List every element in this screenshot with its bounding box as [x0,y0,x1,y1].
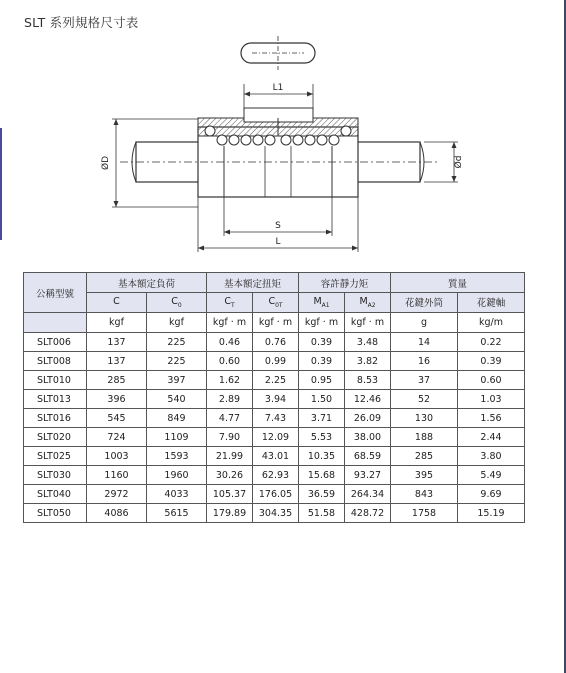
table-cell: 51.58 [299,504,345,523]
header-symbol: 花鍵外筒 [391,293,458,313]
table-cell: 2.89 [207,390,253,409]
table-cell: 285 [87,371,147,390]
table-cell: 304.35 [253,504,299,523]
table-cell: 3.94 [253,390,299,409]
table-cell: 428.72 [345,504,391,523]
table-cell: 397 [147,371,207,390]
header-symbol-row [24,293,525,313]
unit-cell: kgf · m [299,313,345,333]
table-cell: 130 [391,409,458,428]
table-cell: 21.99 [207,447,253,466]
table-cell: 4086 [87,504,147,523]
table-cell: 176.05 [253,485,299,504]
header-group-mass: 質量 [391,273,525,293]
table-cell: 26.09 [345,409,391,428]
table-cell: 0.39 [299,333,345,352]
table-cell: 14 [391,333,458,352]
table-cell: 36.59 [299,485,345,504]
table-cell: 2.25 [253,371,299,390]
model-cell: SLT016 [24,409,87,428]
unit-cell: kgf · m [253,313,299,333]
table-cell: 0.60 [458,371,525,390]
unit-cell: g [391,313,458,333]
table-cell: 0.60 [207,352,253,371]
table-cell: 137 [87,333,147,352]
table-row [24,390,525,409]
table-cell: 1.03 [458,390,525,409]
unit-cell: kgf · m [207,313,253,333]
spec-table [23,272,525,523]
table-cell: 8.53 [345,371,391,390]
header-symbol: $M_{A1}$ [299,293,345,313]
table-cell: 188 [391,428,458,447]
model-cell: SLT025 [24,447,87,466]
table-cell: 225 [147,333,207,352]
table-cell: 843 [391,485,458,504]
table-row [24,447,525,466]
table-cell: 2.44 [458,428,525,447]
model-cell: SLT050 [24,504,87,523]
table-cell: 10.35 [299,447,345,466]
table-row [24,371,525,390]
header-group-torque: 基本額定扭矩 [207,273,299,293]
table-cell: 5.49 [458,466,525,485]
header-symbol: $C_T$ [207,293,253,313]
table-cell: 395 [391,466,458,485]
table-cell: 15.19 [458,504,525,523]
table-cell: 225 [147,352,207,371]
table-row [24,466,525,485]
table-cell: 4033 [147,485,207,504]
table-row [24,428,525,447]
table-cell: 62.93 [253,466,299,485]
header-symbol: C [87,293,147,313]
label-big-d: ØD [101,155,111,171]
table-cell: 540 [147,390,207,409]
table-cell: 724 [87,428,147,447]
model-cell: SLT010 [24,371,87,390]
table-cell: 3.71 [299,409,345,428]
table-cell: 179.89 [207,504,253,523]
table-cell: 15.68 [299,466,345,485]
unit-cell: kgf · m [345,313,391,333]
table-cell: 43.01 [253,447,299,466]
table-cell: 0.76 [253,333,299,352]
table-cell: 3.82 [345,352,391,371]
unit-cell: kgf [87,313,147,333]
model-cell: SLT006 [24,333,87,352]
table-cell: 0.95 [299,371,345,390]
table-cell: 1593 [147,447,207,466]
table-cell: 0.46 [207,333,253,352]
table-cell: 12.46 [345,390,391,409]
model-cell: SLT040 [24,485,87,504]
table-cell: 0.99 [253,352,299,371]
header-unit-spacer [24,313,87,333]
label-s: S [275,221,281,231]
header-symbol: $C_{0T}$ [253,293,299,313]
table-cell: 545 [87,409,147,428]
model-cell: SLT020 [24,428,87,447]
page-title: SLT 系列規格尺寸表 [24,15,139,30]
header-group-moment: 容許靜力矩 [299,273,391,293]
table-cell: 30.26 [207,466,253,485]
header-symbol: 花鍵軸 [458,293,525,313]
table-cell: 0.39 [458,352,525,371]
table-cell: 1.56 [458,409,525,428]
table-cell: 1960 [147,466,207,485]
table-cell: 285 [391,447,458,466]
unit-cell: kgf [147,313,207,333]
header-unit-row [24,313,525,333]
table-cell: 12.09 [253,428,299,447]
table-cell: 1758 [391,504,458,523]
nut-body [198,108,358,197]
model-cell: SLT013 [24,390,87,409]
table-row [24,485,525,504]
table-cell: 5.53 [299,428,345,447]
table-row [24,409,525,428]
label-l1: L1 [272,83,284,93]
table-row [24,504,525,523]
table-cell: 264.34 [345,485,391,504]
header-symbol: $M_{A2}$ [345,293,391,313]
table-cell: 4.77 [207,409,253,428]
header-group-load: 基本額定負荷 [87,273,207,293]
table-cell: 849 [147,409,207,428]
label-l: L [275,237,281,247]
unit-cell: kg/m [458,313,525,333]
table-cell: 396 [87,390,147,409]
model-cell: SLT008 [24,352,87,371]
table-cell: 7.90 [207,428,253,447]
table-cell: 105.37 [207,485,253,504]
spline-dimension-diagram [0,0,566,260]
key-slot-icon [241,36,315,70]
header-group-row [24,273,525,293]
table-row [24,352,525,371]
table-cell: 37 [391,371,458,390]
label-small-d: Ød [454,155,464,169]
table-cell: 16 [391,352,458,371]
table-cell: 38.00 [345,428,391,447]
table-cell: 1.50 [299,390,345,409]
table-cell: 1.62 [207,371,253,390]
table-cell: 52 [391,390,458,409]
table-cell: 9.69 [458,485,525,504]
table-cell: 2972 [87,485,147,504]
table-cell: 137 [87,352,147,371]
table-cell: 0.22 [458,333,525,352]
table-cell: 5615 [147,504,207,523]
header-symbol: $C_0$ [147,293,207,313]
table-cell: 7.43 [253,409,299,428]
table-row [24,333,525,352]
header-model: 公稱型號 [24,273,87,313]
table-cell: 1109 [147,428,207,447]
table-cell: 93.27 [345,466,391,485]
table-cell: 3.80 [458,447,525,466]
table-cell: 68.59 [345,447,391,466]
table-cell: 1160 [87,466,147,485]
model-cell: SLT030 [24,466,87,485]
table-cell: 0.39 [299,352,345,371]
table-cell: 1003 [87,447,147,466]
table-cell: 3.48 [345,333,391,352]
